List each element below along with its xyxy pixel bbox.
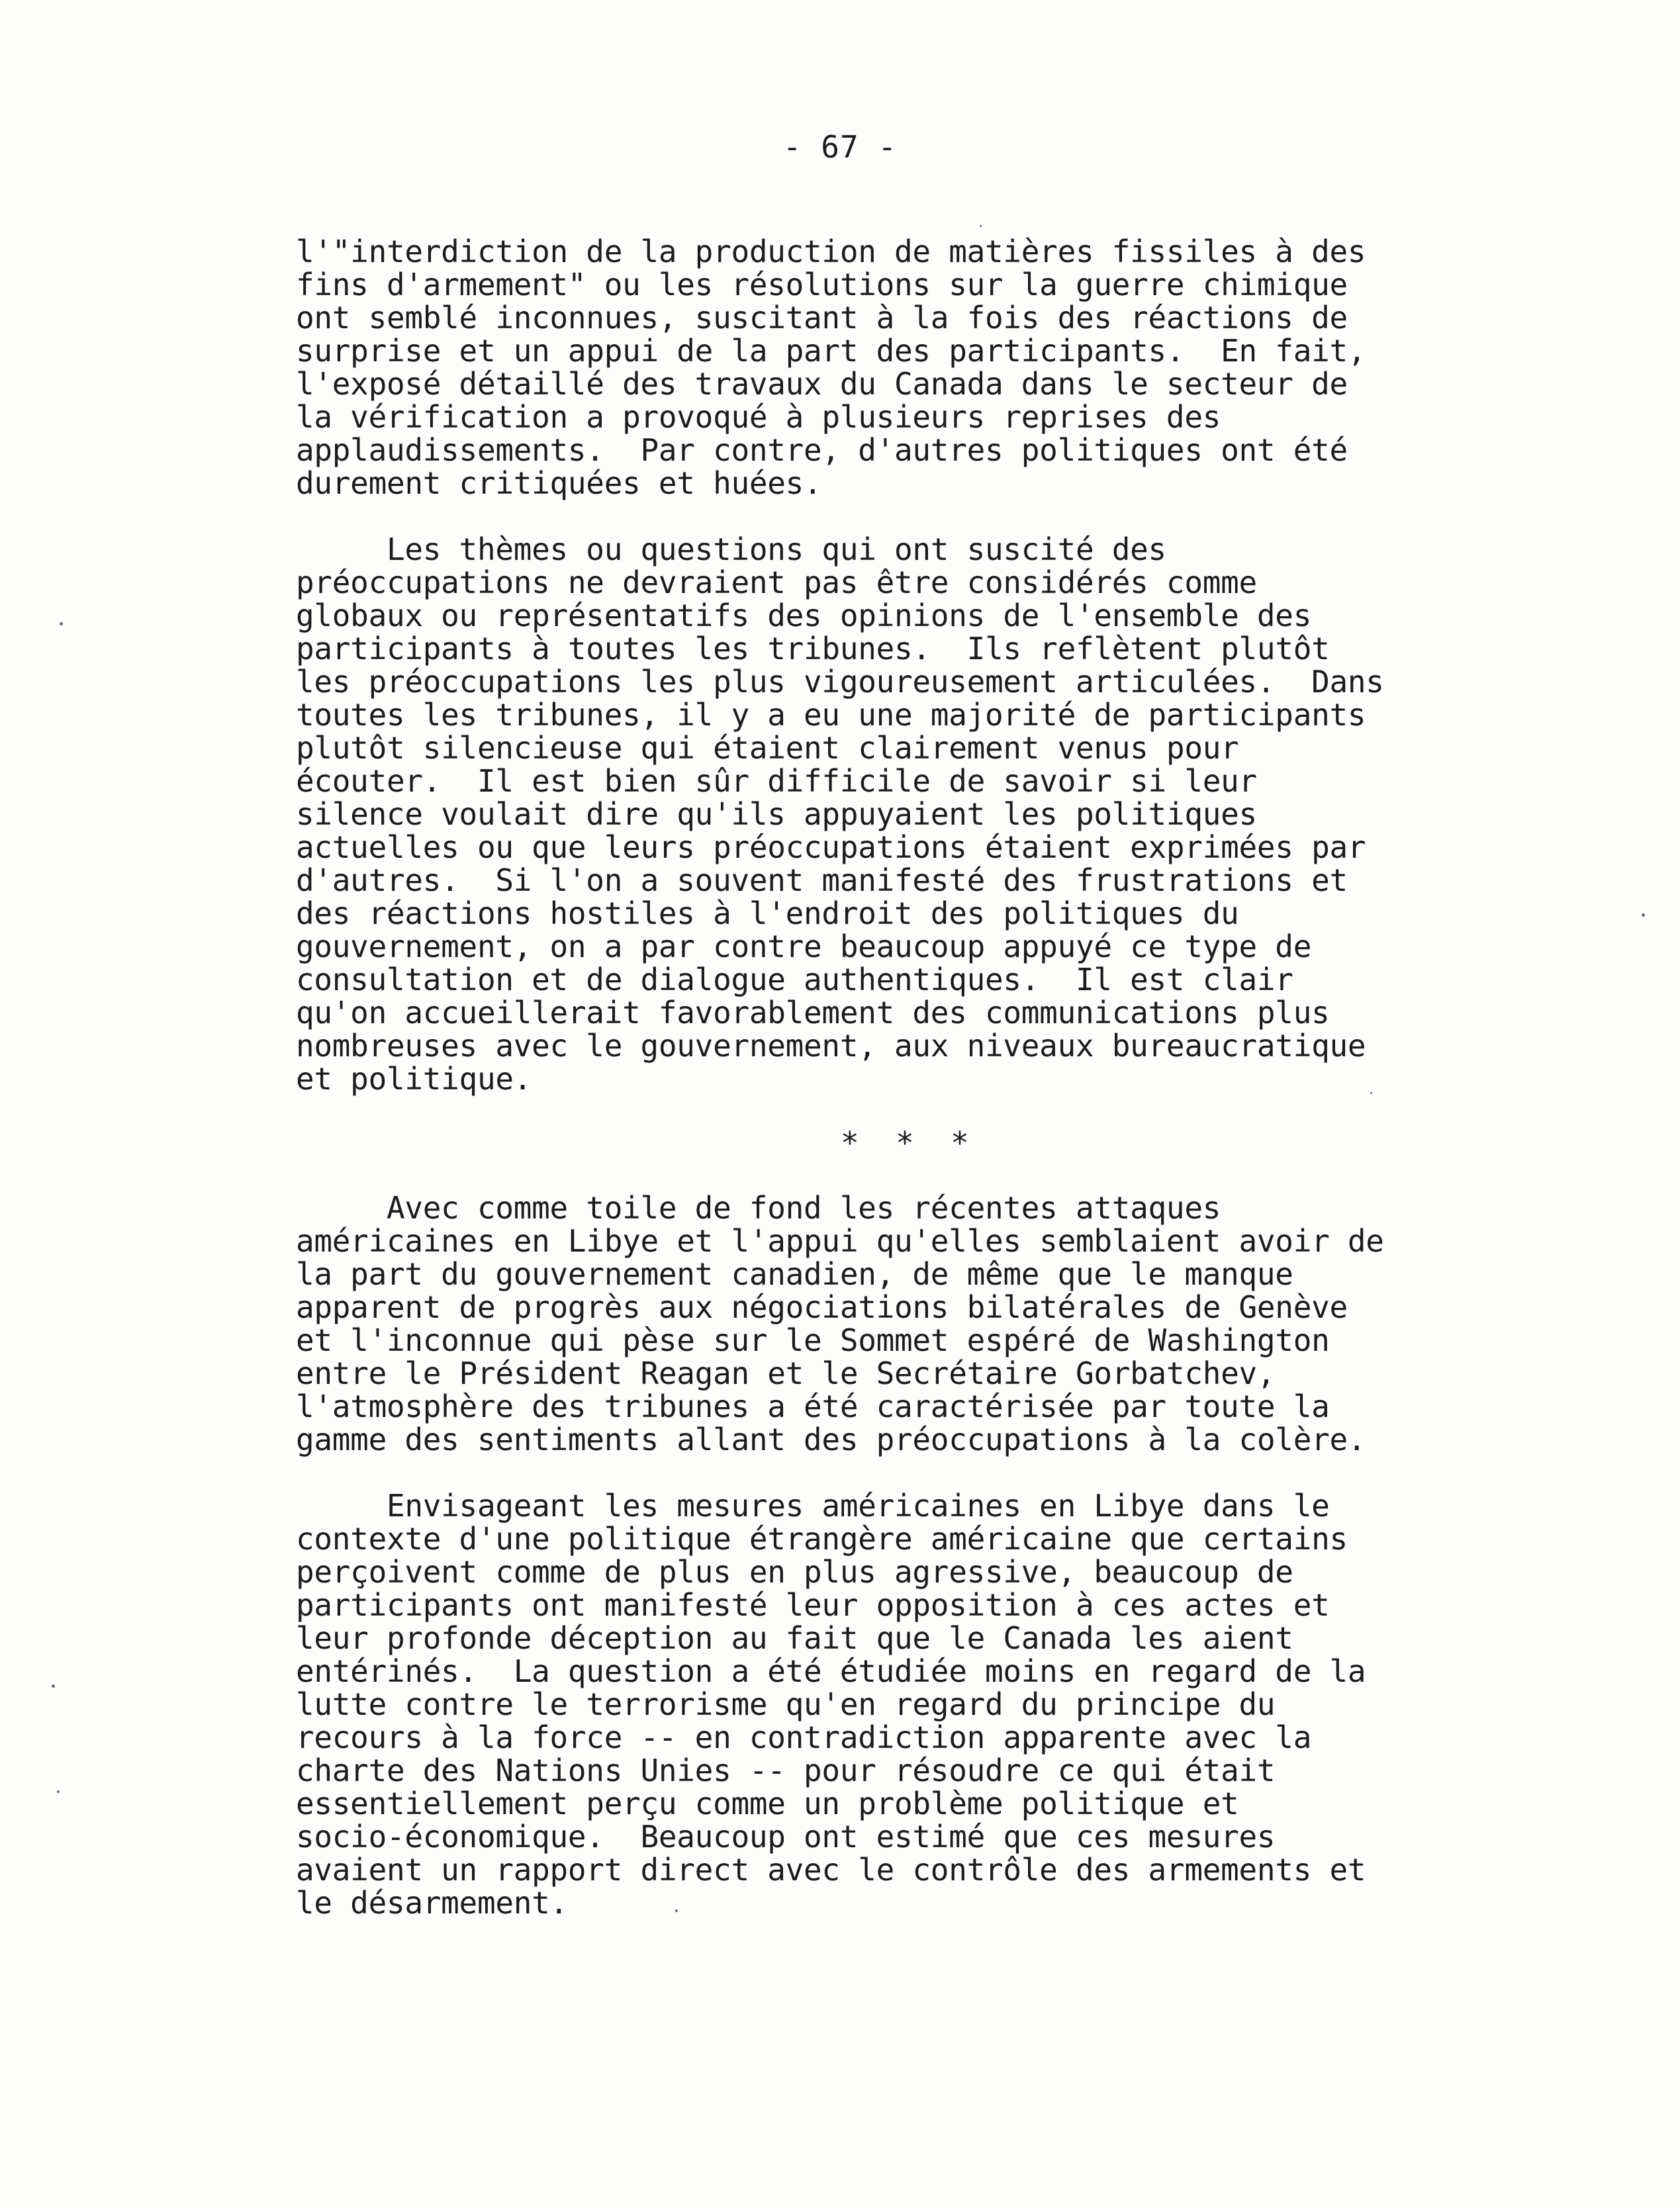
text-line: des réactions hostiles à l'endroit des politiques du: [296, 896, 1239, 931]
text-line: entre le Président Reagan et le Secrétaire Gorbatchev,: [296, 1356, 1276, 1391]
text-line: consultation et de dialogue authentiques. Il est clair: [296, 962, 1293, 997]
scan-speck: [675, 1909, 678, 1912]
text-line: charte des Nations Unies -- pour résoudre ce qui était: [296, 1753, 1276, 1788]
text-line: actuelles ou que leurs préoccupations étaient exprimées par: [296, 829, 1366, 865]
text-line: les préoccupations les plus vigoureusement articulées. Dans: [296, 664, 1384, 700]
text-line: et politique.: [296, 1061, 532, 1097]
text-line: la vérification a provoqué à plusieurs reprises des: [296, 399, 1221, 435]
text-line: surprise et un appui de la part des participants. En fait,: [296, 333, 1366, 369]
text-line: gamme des sentiments allant des préoccupations à la colère.: [296, 1422, 1366, 1457]
page-number: - 67 -: [782, 129, 898, 165]
section-separator: * * *: [841, 1125, 969, 1161]
text-line: écouter. Il est bien sûr difficile de savoir si leur: [296, 763, 1257, 799]
paragraph-2: [296, 533, 1540, 1095]
text-line: l'exposé détaillé des travaux du Canada dans le secteur de: [296, 366, 1348, 402]
text-line: lutte contre le terrorisme qu'en regard du principe du: [296, 1686, 1276, 1722]
text-line: le désarmement.: [296, 1885, 568, 1921]
text-line: entérinés. La question a été étudiée moins en regard de la: [296, 1653, 1366, 1689]
scan-speck: [60, 622, 63, 625]
scan-speck: [57, 1790, 60, 1793]
scan-speck: [1370, 1092, 1372, 1094]
text-line: durement critiquées et huées.: [296, 465, 822, 501]
text-line: perçoivent comme de plus en plus agressive, beaucoup de: [296, 1554, 1293, 1590]
text-line: Avec comme toile de fond les récentes attaques: [296, 1190, 1221, 1226]
text-line: américaines en Libye et l'appui qu'elles semblaient avoir de: [296, 1223, 1384, 1259]
text-line: d'autres. Si l'on a souvent manifesté des frustrations et: [296, 862, 1348, 898]
text-line: contexte d'une politique étrangère américaine que certains: [296, 1521, 1348, 1557]
text-line: et l'inconnue qui pèse sur le Sommet espéré de Washington: [296, 1322, 1330, 1358]
text-line: ont semblé inconnues, suscitant à la fois des réactions de: [296, 300, 1348, 336]
text-line: l'"interdiction de la production de matières fissiles à des: [296, 234, 1366, 269]
text-line: globaux ou représentatifs des opinions de l'ensemble des: [296, 598, 1312, 633]
text-line: nombreuses avec le gouvernement, aux niveaux bureaucratique: [296, 1028, 1366, 1064]
text-line: fins d'armement" ou les résolutions sur la guerre chimique: [296, 267, 1348, 302]
text-line: toutes les tribunes, il y a eu une majorité de participants: [296, 697, 1366, 733]
text-line: applaudissements. Par contre, d'autres politiques ont été: [296, 432, 1348, 468]
text-line: recours à la force -- en contradiction apparente avec la: [296, 1720, 1312, 1755]
text-line: l'atmosphère des tribunes a été caractérisée par toute la: [296, 1389, 1330, 1424]
paragraph-3: [296, 1191, 1540, 1456]
scan-speck: [1642, 913, 1645, 917]
text-line: silence voulait dire qu'ils appuyaient les politiques: [296, 796, 1257, 832]
paragraph-4: [296, 1489, 1540, 1919]
text-line: participants à toutes les tribunes. Ils reflètent plutôt: [296, 631, 1330, 666]
text-line: participants ont manifesté leur opposition à ces actes et: [296, 1587, 1330, 1623]
text-line: plutôt silencieuse qui étaient clairement venus pour: [296, 730, 1239, 766]
scan-speck: [52, 1684, 55, 1688]
text-line: qu'on accueillerait favorablement des communications plus: [296, 995, 1330, 1031]
text-line: gouvernement, on a par contre beaucoup appuyé ce type de: [296, 929, 1312, 964]
text-line: préoccupations ne devraient pas être considérés comme: [296, 565, 1257, 600]
text-line: la part du gouvernement canadien, de même que le manque: [296, 1256, 1293, 1292]
scan-speck: [980, 225, 982, 227]
text-line: leur profonde déception au fait que le Canada les aient: [296, 1620, 1293, 1656]
text-line: Envisageant les mesures américaines en Libye dans le: [296, 1488, 1330, 1524]
text-line: apparent de progrès aux négociations bilatérales de Genève: [296, 1289, 1348, 1325]
paragraph-1: [296, 235, 1540, 500]
text-line: avaient un rapport direct avec le contrôle des armements et: [296, 1852, 1366, 1888]
text-line: essentiellement perçu comme un problème politique et: [296, 1786, 1239, 1821]
text-line: Les thèmes ou questions qui ont suscité des: [296, 531, 1166, 567]
text-line: socio-économique. Beaucoup ont estimé que ces mesures: [296, 1819, 1276, 1855]
